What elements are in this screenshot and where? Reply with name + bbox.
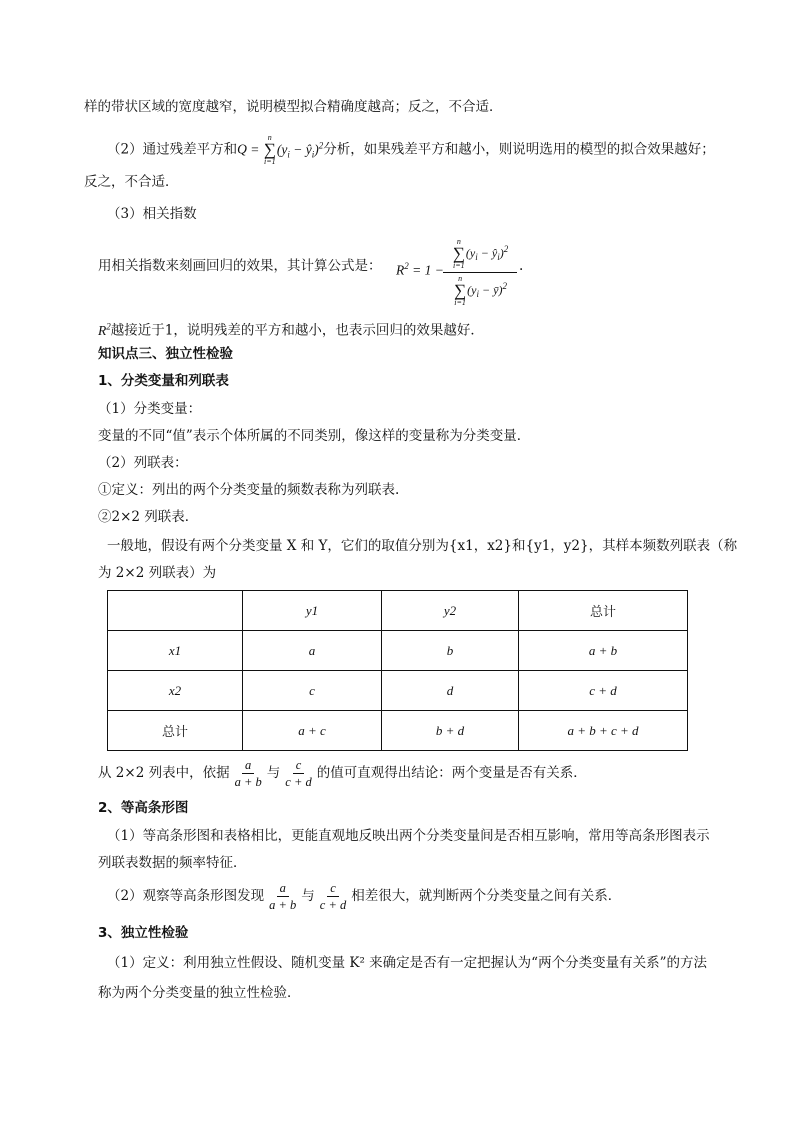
paragraph-line: 列联表数据的频率特征． xyxy=(98,855,247,871)
table-header-row xyxy=(108,591,688,631)
r2-intro-line: 用相关指数来刻画回归的效果，其计算公式是： xyxy=(98,258,382,274)
table-cell: a + b + c + d xyxy=(519,711,688,751)
paragraph-line: （1）等高条形图和表格相比，更能直观地反映出两个分类变量间是否相互影响，常用等高条形图表示 xyxy=(107,828,710,844)
paragraph-line: ①定义：列出的两个分类变量的频数表称为列联表. xyxy=(98,482,400,498)
table-cell xyxy=(108,591,243,631)
residual-text-pre: （2）通过残差平方和 xyxy=(107,141,238,158)
subheading-line: （3）相关指数 xyxy=(107,206,197,222)
table-cell: 总计 xyxy=(519,591,688,631)
residual-sum-line xyxy=(107,132,715,167)
r2-fraction: n ∑ i=1 ($y_i$ − $ŷ_i)^2$ n ∑ i=1 ($y_i$ − ȳ)$^2$ xyxy=(443,238,517,307)
residual-text-post: 分析，如果残差平方和越小，则说明选用的模型的拟合效果越好； xyxy=(323,141,715,158)
table-cell: y1 xyxy=(243,591,382,631)
ratio-line: 从 2×2 列表中，依据 $\frac{a}{a + b}$ 与 $\frac{c}{c + d}$ 的值可直观得出结论：两个变量是否有关系． xyxy=(98,758,587,789)
table-cell: c xyxy=(243,671,382,711)
r2-note-line: $R^2$越接近于1，说明残差的平方和越小，也表示回归的效果越好． xyxy=(98,321,484,339)
table-cell: a + c xyxy=(243,711,382,751)
r2-lhs: $R^2 = 1$ − xyxy=(396,261,444,278)
table-cell: b xyxy=(382,631,519,671)
ratio-line: （2）观察等高条形图发现 $\frac{a}{a + b}$ 与 $\frac{c}{c + d}$ 相差很大，就判断两个分类变量之间有关系． xyxy=(107,881,622,912)
table-row xyxy=(108,711,688,751)
table-cell: a + b xyxy=(519,631,688,671)
table-cell: y2 xyxy=(382,591,519,631)
table-cell: c + d xyxy=(519,671,688,711)
section-subheading: 2、等高条形图 xyxy=(98,800,189,816)
paragraph-line: ②2×2 列联表． xyxy=(98,509,199,525)
section-subheading: 1、分类变量和列联表 xyxy=(98,373,229,389)
paragraph-line: （1）定义：利用独立性假设、随机变量 K² 来确定是否有一定把握认为“两个分类变量有关系”的方法 xyxy=(107,955,707,971)
paragraph-line: （1）分类变量： xyxy=(98,401,202,417)
q-symbol: Q xyxy=(237,141,247,157)
paragraph-line: 样的带状区域的宽度越窄，说明模型拟合精确度越高；反之，不合适． xyxy=(84,99,503,115)
r2-period: . xyxy=(519,258,524,274)
paragraph-line: 变量的不同“值”表示个体所属的不同类别，像这样的变量称为分类变量． xyxy=(98,428,531,444)
section-heading: 知识点三、独立性检验 xyxy=(98,346,233,362)
table-cell: b + d xyxy=(382,711,519,751)
table-cell: 总计 xyxy=(108,711,243,751)
table-row xyxy=(108,631,688,671)
paragraph-line: 一般地，假设有两个分类变量 X 和 Y，它们的取值分别为{x1，x2}和{y1，y2}，其样本频数列联表（称 xyxy=(107,538,738,554)
table-cell: d xyxy=(382,671,519,711)
paragraph-line: 称为两个分类变量的独立性检验． xyxy=(98,985,301,1001)
residual-formula: = n ∑ i=1 ($y_i$ − $ŷ_i)^2$ xyxy=(246,133,324,167)
table-cell: a xyxy=(243,631,382,671)
paragraph-line: 反之，不合适． xyxy=(84,174,179,190)
table-row xyxy=(108,671,688,711)
table-cell: x2 xyxy=(108,671,243,711)
paragraph-line: （2）列联表： xyxy=(98,455,188,471)
section-subheading: 3、独立性检验 xyxy=(98,925,189,941)
contingency-table xyxy=(107,590,688,751)
table-cell: x1 xyxy=(108,631,243,671)
paragraph-line: 为 2×2 列联表）为 xyxy=(98,565,217,581)
